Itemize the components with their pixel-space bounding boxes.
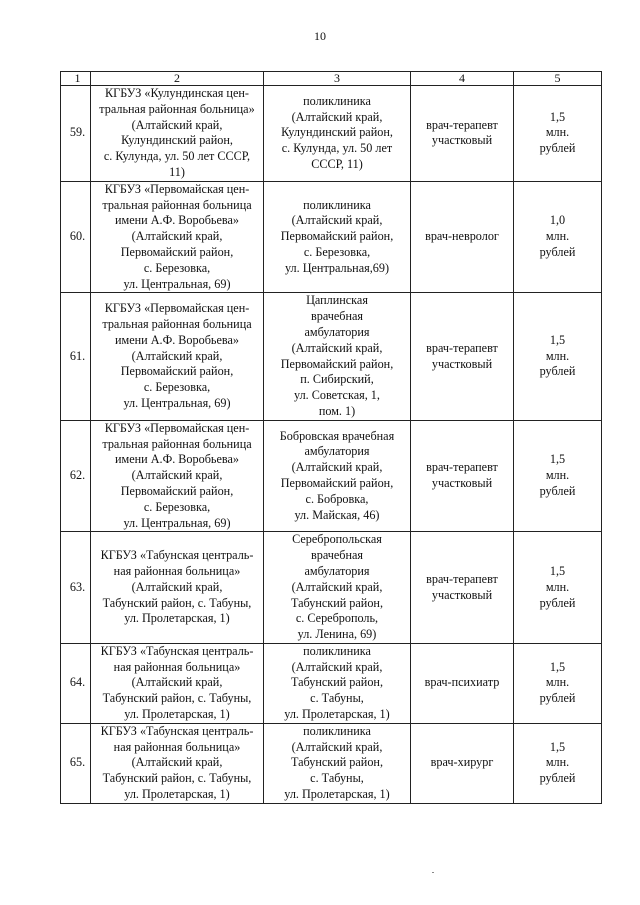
column-header-4: 4 [411, 72, 514, 86]
facility-cell: Бобровская врачебная амбулатория (Алтайский край, Первомайский район, с. Бобровка, ул. Майская, 46) [264, 420, 411, 532]
amount-cell: 1,5 млн. рублей [514, 723, 602, 803]
facility-cell: Серебропольская врачебная амбулатория (Алтайский край, Табунский район, с. Сереброполь, ул. Ленина, 69) [264, 532, 411, 644]
facility-cell: Цаплинская врачебная амбулатория (Алтайский край, Первомайский район, п. Сибирский, ул. Советская, 1, пом. 1) [264, 293, 411, 420]
position-cell: врач-терапевт участковый [411, 293, 514, 420]
institution-cell: КГБУЗ «Первомайская цен- тральная районная больница имени А.Ф. Воробьева» (Алтайский край, Первомайский район, с. Березовка, ул. Центральная, 69) [91, 293, 264, 420]
table-row [61, 643, 602, 723]
position-cell: врач-терапевт участковый [411, 420, 514, 532]
table-row [61, 181, 602, 293]
row-number: 63. [61, 532, 91, 644]
facility-cell: поликлиника (Алтайский край, Кулундинский район, с. Кулунда, ул. 50 лет СССР, 11) [264, 86, 411, 182]
institution-cell: КГБУЗ «Табунская централь- ная районная больница» (Алтайский край, Табунский район, с. Табуны, ул. Пролетарская, 1) [91, 532, 264, 644]
facility-cell: поликлиника (Алтайский край, Первомайский район, с. Березовка, ул. Центральная,69) [264, 181, 411, 293]
amount-cell: 1,5 млн. рублей [514, 532, 602, 644]
amount-cell: 1,0 млн. рублей [514, 181, 602, 293]
row-number: 64. [61, 643, 91, 723]
institution-cell: КГБУЗ «Табунская централь- ная районная больница» (Алтайский край, Табунский район, с. Табуны, ул. Пролетарская, 1) [91, 723, 264, 803]
facility-cell: поликлиника (Алтайский край, Табунский район, с. Табуны, ул. Пролетарская, 1) [264, 723, 411, 803]
amount-cell: 1,5 млн. рублей [514, 643, 602, 723]
column-header-1: 1 [61, 72, 91, 86]
row-number: 61. [61, 293, 91, 420]
vacancy-table [60, 71, 602, 804]
position-cell: врач-психиатр [411, 643, 514, 723]
row-number: 62. [61, 420, 91, 532]
position-cell: врач-терапевт участковый [411, 532, 514, 644]
column-header-2: 2 [91, 72, 264, 86]
page-number: 10 [314, 29, 326, 43]
row-number: 65. [61, 723, 91, 803]
table-row [61, 723, 602, 803]
institution-cell: КГБУЗ «Первомайская цен- тральная районная больница имени А.Ф. Воробьева» (Алтайский край, Первомайский район, с. Березовка, ул. Центральная, 69) [91, 420, 264, 532]
column-header-3: 3 [264, 72, 411, 86]
institution-cell: КГБУЗ «Табунская централь- ная районная больница» (Алтайский край, Табунский район, с. Табуны, ул. Пролетарская, 1) [91, 643, 264, 723]
amount-cell: 1,5 млн. рублей [514, 293, 602, 420]
position-cell: врач-хирург [411, 723, 514, 803]
amount-cell: 1,5 млн. рублей [514, 86, 602, 182]
row-number: 59. [61, 86, 91, 182]
scan-speck [432, 872, 434, 873]
position-cell: врач-невролог [411, 181, 514, 293]
institution-cell: КГБУЗ «Кулундинская цен- тральная районная больница» (Алтайский край, Кулундинский район, с. Кулунда, ул. 50 лет СССР, 11) [91, 86, 264, 182]
facility-cell: поликлиника (Алтайский край, Табунский район, с. Табуны, ул. Пролетарская, 1) [264, 643, 411, 723]
column-header-5: 5 [514, 72, 602, 86]
institution-cell: КГБУЗ «Первомайская цен- тральная районная больница имени А.Ф. Воробьева» (Алтайский край, Первомайский район, с. Березовка, ул. Центральная, 69) [91, 181, 264, 293]
table-row [61, 420, 602, 532]
table-header-row [61, 72, 602, 86]
table-row [61, 293, 602, 420]
row-number: 60. [61, 181, 91, 293]
table-row [61, 532, 602, 644]
table-row [61, 86, 602, 182]
position-cell: врач-терапевт участковый [411, 86, 514, 182]
amount-cell: 1,5 млн. рублей [514, 420, 602, 532]
